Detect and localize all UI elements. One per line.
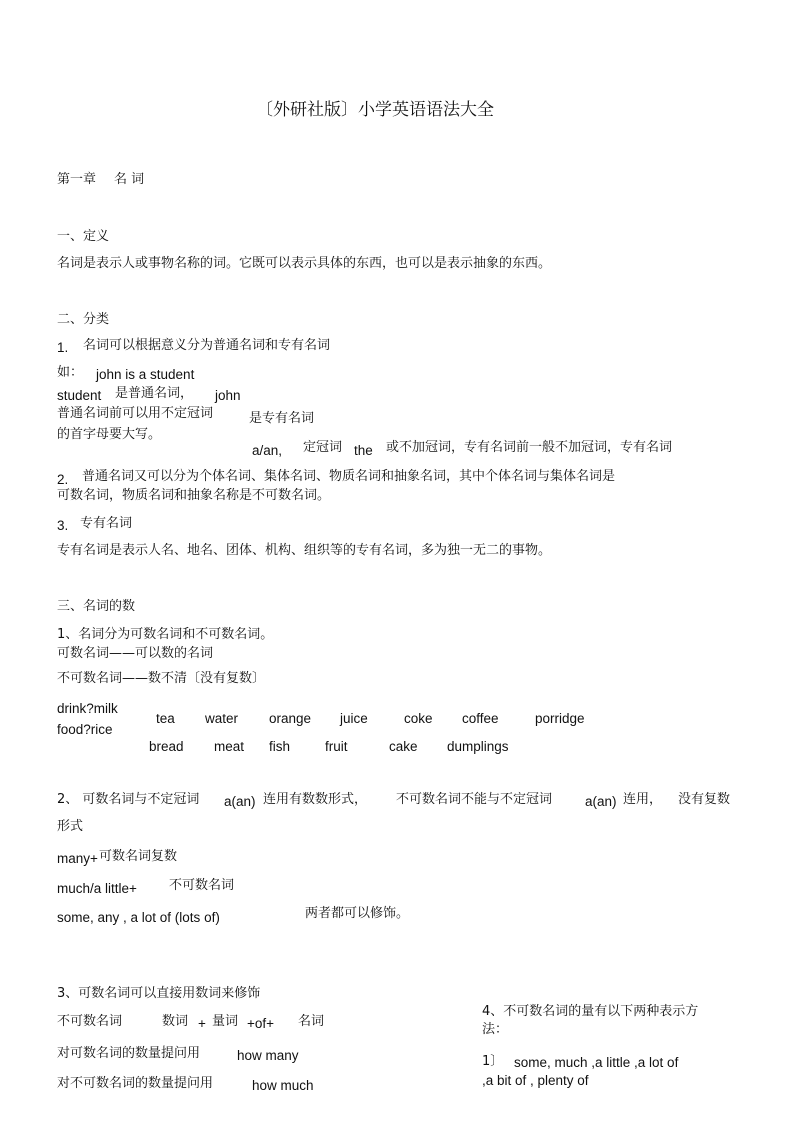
many-label: many+	[57, 851, 98, 866]
many-text: 可数名词复数	[99, 849, 178, 864]
word-cake: cake	[389, 739, 418, 754]
example-label: 如：	[57, 365, 84, 380]
example-text: john is a student	[96, 367, 195, 382]
item-3-body: 专有名词是表示人名、地名、团体、机构、组织等的专有名词，多为独一无二的事物。	[57, 543, 552, 558]
p3-noun: 名词	[298, 1014, 325, 1029]
word-john: john	[215, 388, 241, 403]
word-coke: coke	[404, 711, 433, 726]
p4-heading-line-2: 法：	[482, 1022, 509, 1037]
article-a-an: a/an,	[252, 443, 283, 458]
some-text: 两者都可以修饰。	[305, 906, 410, 921]
article-rule: 或不加冠词，专有名词前一般不加冠词，专有名词	[386, 440, 673, 455]
item-3-number: 3.	[57, 518, 69, 533]
word-tea: tea	[156, 711, 175, 726]
p2-part-h: 形式	[57, 819, 84, 834]
item-3-text: 专有名词	[80, 516, 133, 531]
word-porridge: porridge	[535, 711, 585, 726]
item-2-number: 2.	[57, 472, 69, 487]
is-proper-noun: 是专有名词	[249, 411, 315, 426]
much-text: 不可数名词	[169, 878, 235, 893]
p2-part-a: 2、 可数名词与不定冠词	[57, 792, 200, 807]
p2-part-c: 连用有数数形式，	[263, 792, 368, 807]
item-2-line-1: 普通名词又可以分为个体名词、集体名词、物质名词和抽象名词，其中个体名词与集体名词是	[82, 469, 616, 484]
word-orange: orange	[269, 711, 312, 726]
is-common-noun: 是普通名词，	[115, 386, 194, 401]
word-water: water	[205, 711, 239, 726]
capital-letter-note: 的首字母要大写。	[57, 427, 162, 442]
common-noun-article: 普通名词前可以用不定冠词	[57, 406, 214, 421]
word-dumplings: dumplings	[447, 739, 509, 754]
p1-line-1: 1、名词分为可数名词和不可数名词。	[57, 627, 274, 642]
p1-line-3: 不可数名词——数不清〔没有复数〕	[57, 671, 266, 686]
section-2-heading: 二、分类	[57, 312, 110, 327]
p3-measure: 量词	[212, 1014, 239, 1029]
p3-numeral: 数词	[162, 1014, 189, 1029]
word-bread: bread	[149, 739, 184, 754]
word-fish: fish	[269, 739, 291, 754]
chapter-label: 第一章	[57, 172, 97, 187]
p2-part-d: 不可数名词不能与不定冠词	[396, 792, 553, 807]
section-3-heading: 三、名词的数	[57, 599, 136, 614]
p4-line-2: ,a bit of , plenty of	[482, 1073, 589, 1088]
p2-part-g: 没有复数	[678, 792, 731, 807]
section-1-heading: 一、定义	[57, 229, 110, 244]
chapter-name: 名 词	[114, 172, 145, 187]
p1-line-2: 可数名词——可以数的名词	[57, 646, 214, 661]
drink-label: drink?milk	[57, 701, 118, 716]
p4-number: 1〕	[482, 1054, 504, 1069]
p2-part-b: a(an)	[224, 794, 256, 809]
p4-line-1: some, much ,a little ,a lot of	[514, 1055, 679, 1070]
p2-part-e: a(an)	[585, 794, 617, 809]
word-juice: juice	[340, 711, 368, 726]
p3-how-many: how many	[237, 1048, 299, 1063]
p4-heading-line-1: 4、不可数名词的量有以下两种表示方	[482, 1004, 699, 1019]
item-1-text: 名词可以根据意义分为普通名词和专有名词	[83, 338, 331, 353]
food-label: food?rice	[57, 722, 113, 737]
word-student: student	[57, 388, 102, 403]
section-1-body: 名词是表示人或事物名称的词。它既可以表示具体的东西，也可以是表示抽象的东西。	[57, 256, 552, 271]
p3-plus: +	[198, 1016, 206, 1031]
item-2-line-2: 可数名词，物质名词和抽象名称是不可数名词。	[57, 488, 331, 503]
p2-part-f: 连用，	[623, 792, 663, 807]
definite-article-label: 定冠词	[303, 440, 343, 455]
word-fruit: fruit	[325, 739, 348, 754]
some-label: some, any , a lot of (lots of)	[57, 910, 220, 925]
page-title: 〔外研社版〕小学英语语法大全	[256, 100, 494, 120]
p3-how-much: how much	[252, 1078, 314, 1093]
item-1-number: 1.	[57, 340, 69, 355]
p3-of: +of+	[247, 1016, 275, 1031]
word-meat: meat	[214, 739, 245, 754]
word-coffee: coffee	[462, 711, 499, 726]
p3-uncountable: 不可数名词	[57, 1014, 123, 1029]
p3-question-1: 对可数名词的数量提问用	[57, 1046, 201, 1061]
article-the: the	[354, 443, 373, 458]
much-label: much/a little+	[57, 881, 137, 896]
p3-question-2: 对不可数名词的数量提问用	[57, 1076, 214, 1091]
p3-heading: 3、可数名词可以直接用数词来修饰	[57, 986, 261, 1001]
